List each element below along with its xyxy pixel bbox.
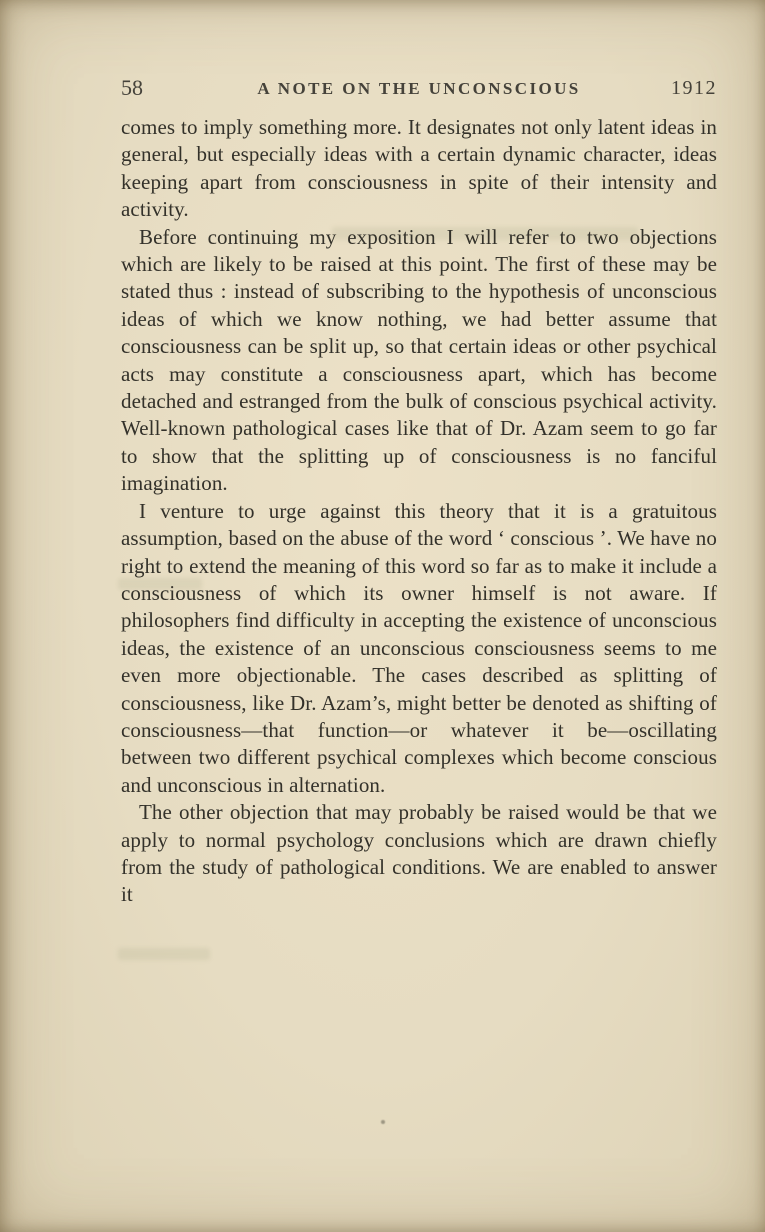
page-body <box>121 114 717 909</box>
edition-year: 1912 <box>671 77 717 99</box>
ink-speck <box>381 1120 385 1124</box>
paragraph: comes to imply something more. It designates not only latent ideas in general, but especially ideas with a certain dynamic character, ideas keeping apart from consciousness in spite of their intensity and activity. <box>121 115 717 222</box>
paragraph: I venture to urge against this theory that it is a gratuitous assumption, based on the abuse of the word ‘ conscious ’. We have no right to extend the meaning of this word so far as to make it include a consciousness of which its owner himself is not aware. If philosophers find difficulty in accepting the existence of unconscious ideas, the existence of an unconscious consciousness seems to me even more objectionable. The cases described as splitting of consciousness, like Dr. Azam’s, might better be denoted as shifting of consciousness—that function—or whatever it be—oscillating between two different psychical complexes which become conscious and unconscious in alternation. <box>121 498 717 797</box>
running-head: A NOTE ON THE UNCONSCIOUS <box>257 79 581 98</box>
page-number: 58 <box>121 75 143 100</box>
page-header <box>121 76 717 102</box>
show-through-artifact <box>118 948 210 960</box>
paragraph: Before continuing my exposition I will refer to two objections which are likely to be raised at this point. The first of these may be stated thus : instead of subscribing to the hypothesis of unconscious ideas of which we know nothing, we had better assume that consciousness can be split up, so that certain ideas or other psychical acts may constitute a consciousness apart, which has become detached and estranged from the bulk of conscious psychical activity. Well-known pathological cases like that of Dr. Azam seem to go far to show that the splitting up of consciousness is no fanciful imagination. <box>121 224 717 496</box>
paragraph: The other objection that may probably be raised would be that we apply to normal psychology conclusions which are drawn chiefly from the study of pathological conditions. We are enabled to answer it <box>121 800 717 907</box>
